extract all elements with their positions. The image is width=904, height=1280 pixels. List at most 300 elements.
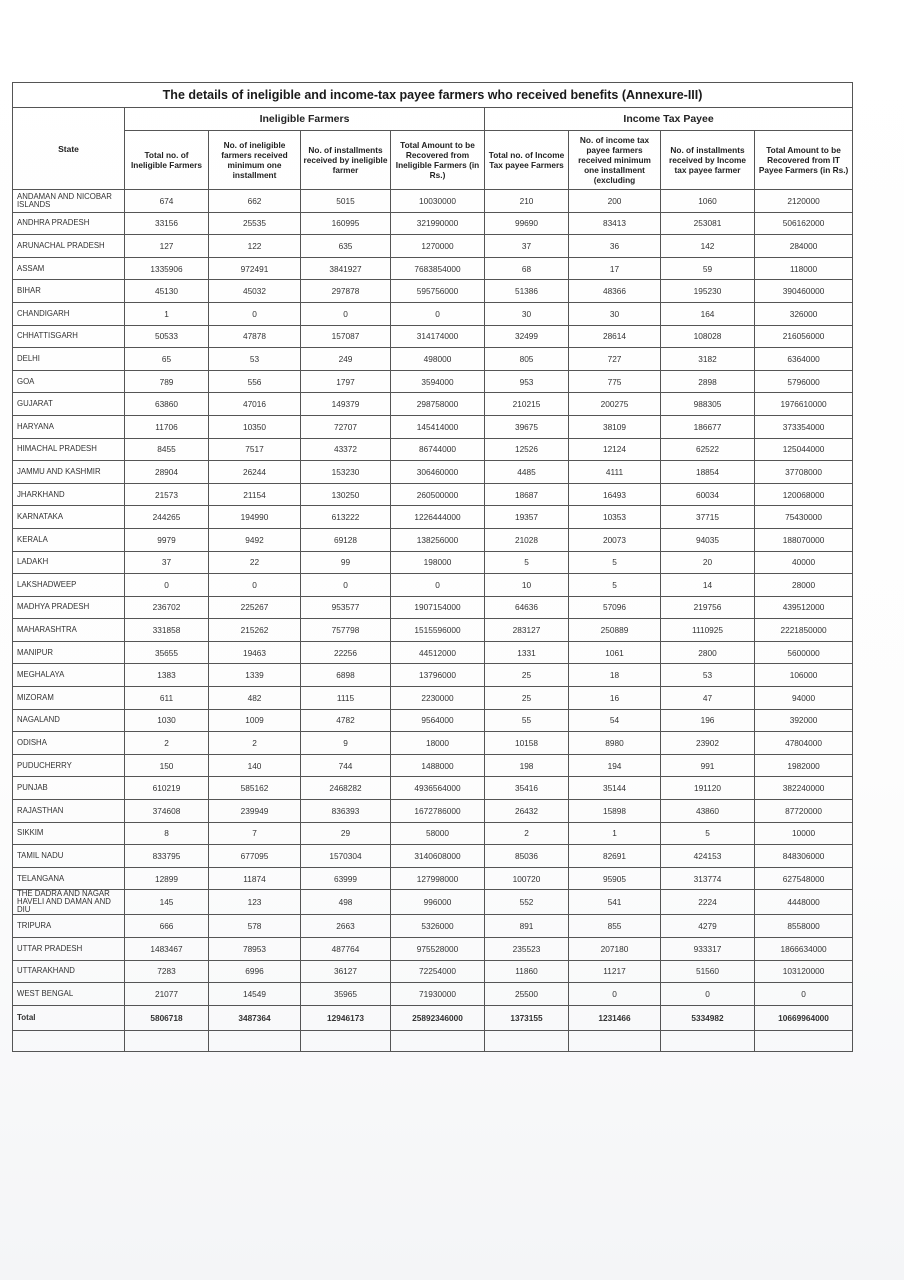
- cell-it-amount: 2120000: [755, 190, 853, 213]
- cell-state: CHANDIGARH: [13, 302, 125, 325]
- table-row: [13, 506, 853, 529]
- table-row: [13, 280, 853, 303]
- cell-it-amount: 382240000: [755, 777, 853, 800]
- table-row: [13, 867, 853, 890]
- cell-total-ineligible: 1483467: [125, 938, 209, 961]
- empty-cell: [125, 1030, 209, 1051]
- cell-total-ineligible: 50533: [125, 325, 209, 348]
- cell-state: ANDHRA PRADESH: [13, 212, 125, 235]
- cell-it-min-one: 15898: [569, 800, 661, 823]
- cell-ineligible-min-one: 123: [209, 890, 301, 915]
- cell-total-it-payee: 55: [485, 709, 569, 732]
- table-row: [13, 438, 853, 461]
- cell-total-ineligible: 127: [125, 235, 209, 258]
- cell-ineligible-installments: 1115: [301, 687, 391, 710]
- cell-ineligible-installments: 72707: [301, 415, 391, 438]
- cell-it-min-one: 4111: [569, 461, 661, 484]
- cell-it-min-one: 8980: [569, 732, 661, 755]
- cell-ineligible-installments: 43372: [301, 438, 391, 461]
- cell-ineligible-installments: 4782: [301, 709, 391, 732]
- cell-ineligible-amount: 86744000: [391, 438, 485, 461]
- cell-state: KERALA: [13, 528, 125, 551]
- cell-ineligible-installments: 836393: [301, 800, 391, 823]
- table-row: [13, 235, 853, 258]
- cell-it-amount: 10000: [755, 822, 853, 845]
- cell-ineligible-installments: 953577: [301, 596, 391, 619]
- cell-it-amount: 392000: [755, 709, 853, 732]
- cell-it-min-one: 95905: [569, 867, 661, 890]
- cell-ineligible-installments: 249: [301, 348, 391, 371]
- cell-total-ineligible: 150: [125, 754, 209, 777]
- total-cell-ineligible-amount: 25892346000: [391, 1005, 485, 1030]
- table-row: [13, 302, 853, 325]
- cell-it-amount: 2221850000: [755, 619, 853, 642]
- cell-it-min-one: 30: [569, 302, 661, 325]
- cell-state: UTTARAKHAND: [13, 960, 125, 983]
- cell-ineligible-amount: 145414000: [391, 415, 485, 438]
- cell-state: MIZORAM: [13, 687, 125, 710]
- cell-state: DELHI: [13, 348, 125, 371]
- cell-it-amount: 390460000: [755, 280, 853, 303]
- cell-total-ineligible: 789: [125, 370, 209, 393]
- cell-ineligible-amount: 321990000: [391, 212, 485, 235]
- empty-cell: [13, 1030, 125, 1051]
- total-cell-it-installments: 5334982: [661, 1005, 755, 1030]
- cell-state: WEST BENGAL: [13, 983, 125, 1006]
- cell-state: JAMMU AND KASHMIR: [13, 461, 125, 484]
- cell-state: KARNATAKA: [13, 506, 125, 529]
- cell-it-min-one: 1: [569, 822, 661, 845]
- empty-cell: [391, 1030, 485, 1051]
- cell-total-ineligible: 1030: [125, 709, 209, 732]
- cell-total-ineligible: 21573: [125, 483, 209, 506]
- cell-total-it-payee: 198: [485, 754, 569, 777]
- empty-cell: [755, 1030, 853, 1051]
- cell-total-ineligible: 37: [125, 551, 209, 574]
- cell-total-it-payee: 283127: [485, 619, 569, 642]
- cell-it-installments: 191120: [661, 777, 755, 800]
- cell-total-it-payee: 4485: [485, 461, 569, 484]
- cell-ineligible-installments: 1570304: [301, 845, 391, 868]
- cell-ineligible-amount: 2230000: [391, 687, 485, 710]
- cell-it-amount: 106000: [755, 664, 853, 687]
- cell-it-amount: 47804000: [755, 732, 853, 755]
- cell-ineligible-min-one: 556: [209, 370, 301, 393]
- total-cell-ineligible-min-one: 3487364: [209, 1005, 301, 1030]
- cell-ineligible-min-one: 140: [209, 754, 301, 777]
- cell-total-ineligible: 374608: [125, 800, 209, 823]
- cell-it-min-one: 727: [569, 348, 661, 371]
- cell-it-min-one: 18: [569, 664, 661, 687]
- empty-cell: [569, 1030, 661, 1051]
- table-row: [13, 348, 853, 371]
- cell-ineligible-installments: 498: [301, 890, 391, 915]
- cell-ineligible-installments: 297878: [301, 280, 391, 303]
- cell-ineligible-min-one: 25535: [209, 212, 301, 235]
- cell-total-ineligible: 0: [125, 574, 209, 597]
- cell-ineligible-amount: 44512000: [391, 641, 485, 664]
- cell-it-amount: 120068000: [755, 483, 853, 506]
- table-row: [13, 664, 853, 687]
- cell-ineligible-amount: 127998000: [391, 867, 485, 890]
- cell-ineligible-min-one: 53: [209, 348, 301, 371]
- cell-ineligible-amount: 996000: [391, 890, 485, 915]
- cell-state: MADHYA PRADESH: [13, 596, 125, 619]
- cell-ineligible-installments: 149379: [301, 393, 391, 416]
- col-header-it-min-one: No. of income tax payee farmers received minimum one installment (excluding: [569, 131, 661, 190]
- cell-total-it-payee: 25: [485, 664, 569, 687]
- cell-state: RAJASTHAN: [13, 800, 125, 823]
- cell-it-amount: 326000: [755, 302, 853, 325]
- total-cell-ineligible-installments: 12946173: [301, 1005, 391, 1030]
- cell-total-it-payee: 953: [485, 370, 569, 393]
- cell-state: HIMACHAL PRADESH: [13, 438, 125, 461]
- cell-total-ineligible: 35655: [125, 641, 209, 664]
- cell-it-min-one: 16: [569, 687, 661, 710]
- cell-state: HARYANA: [13, 415, 125, 438]
- cell-it-installments: 219756: [661, 596, 755, 619]
- cell-it-min-one: 200: [569, 190, 661, 213]
- empty-cell: [301, 1030, 391, 1051]
- cell-total-it-payee: 18687: [485, 483, 569, 506]
- cell-ineligible-installments: 6898: [301, 664, 391, 687]
- cell-it-min-one: 16493: [569, 483, 661, 506]
- cell-it-installments: 94035: [661, 528, 755, 551]
- cell-ineligible-amount: 10030000: [391, 190, 485, 213]
- cell-it-min-one: 10353: [569, 506, 661, 529]
- table-row: [13, 754, 853, 777]
- cell-it-min-one: 855: [569, 915, 661, 938]
- cell-total-it-payee: 210: [485, 190, 569, 213]
- cell-state: LADAKH: [13, 551, 125, 574]
- cell-ineligible-min-one: 215262: [209, 619, 301, 642]
- cell-ineligible-min-one: 26244: [209, 461, 301, 484]
- cell-it-amount: 188070000: [755, 528, 853, 551]
- cell-total-it-payee: 64636: [485, 596, 569, 619]
- table-row: [13, 483, 853, 506]
- cell-it-installments: 2898: [661, 370, 755, 393]
- cell-it-amount: 4448000: [755, 890, 853, 915]
- cell-it-amount: 118000: [755, 257, 853, 280]
- cell-state: TRIPURA: [13, 915, 125, 938]
- cell-ineligible-min-one: 10350: [209, 415, 301, 438]
- cell-it-amount: 8558000: [755, 915, 853, 938]
- cell-total-ineligible: 63860: [125, 393, 209, 416]
- cell-ineligible-amount: 260500000: [391, 483, 485, 506]
- cell-ineligible-min-one: 225267: [209, 596, 301, 619]
- col-header-ineligible-min-one: No. of ineligible farmers received minimum one installment: [209, 131, 301, 190]
- cell-ineligible-amount: 1270000: [391, 235, 485, 258]
- cell-state: TELANGANA: [13, 867, 125, 890]
- cell-ineligible-installments: 130250: [301, 483, 391, 506]
- cell-ineligible-min-one: 0: [209, 302, 301, 325]
- cell-ineligible-min-one: 14549: [209, 983, 301, 1006]
- cell-total-it-payee: 32499: [485, 325, 569, 348]
- col-header-total-ineligible: Total no. of Ineligible Farmers: [125, 131, 209, 190]
- table-row: [13, 800, 853, 823]
- cell-it-min-one: 541: [569, 890, 661, 915]
- table-row: [13, 732, 853, 755]
- cell-it-amount: 284000: [755, 235, 853, 258]
- cell-total-ineligible: 666: [125, 915, 209, 938]
- cell-ineligible-installments: 2468282: [301, 777, 391, 800]
- cell-it-amount: 28000: [755, 574, 853, 597]
- cell-total-it-payee: 12526: [485, 438, 569, 461]
- table-row: [13, 257, 853, 280]
- table-row: [13, 938, 853, 961]
- cell-ineligible-amount: 1515596000: [391, 619, 485, 642]
- cell-ineligible-min-one: 677095: [209, 845, 301, 868]
- cell-ineligible-amount: 498000: [391, 348, 485, 371]
- table-row: [13, 960, 853, 983]
- cell-total-it-payee: 5: [485, 551, 569, 574]
- table-row: [13, 415, 853, 438]
- cell-ineligible-installments: 69128: [301, 528, 391, 551]
- cell-ineligible-installments: 22256: [301, 641, 391, 664]
- cell-total-it-payee: 25: [485, 687, 569, 710]
- cell-it-installments: 51560: [661, 960, 755, 983]
- cell-it-min-one: 5: [569, 551, 661, 574]
- col-header-it-amount: Total Amount to be Recovered from IT Payee Farmers (in Rs.): [755, 131, 853, 190]
- cell-ineligible-amount: 18000: [391, 732, 485, 755]
- cell-state: GUJARAT: [13, 393, 125, 416]
- cell-it-installments: 0: [661, 983, 755, 1006]
- cell-state: GOA: [13, 370, 125, 393]
- ineligible-farmers-group-header: Ineligible Farmers: [125, 108, 485, 131]
- cell-it-installments: 23902: [661, 732, 755, 755]
- cell-total-it-payee: 26432: [485, 800, 569, 823]
- cell-total-it-payee: 68: [485, 257, 569, 280]
- cell-total-it-payee: 1331: [485, 641, 569, 664]
- cell-total-it-payee: 51386: [485, 280, 569, 303]
- cell-ineligible-min-one: 0: [209, 574, 301, 597]
- cell-ineligible-min-one: 47878: [209, 325, 301, 348]
- cell-state: ANDAMAN AND NICOBAR ISLANDS: [13, 190, 125, 213]
- cell-total-ineligible: 21077: [125, 983, 209, 1006]
- table-row: [13, 777, 853, 800]
- table-row: [13, 845, 853, 868]
- total-cell-it-amount: 10669964000: [755, 1005, 853, 1030]
- cell-total-ineligible: 674: [125, 190, 209, 213]
- table-row: [13, 393, 853, 416]
- cell-ineligible-amount: 4936564000: [391, 777, 485, 800]
- cell-it-min-one: 1061: [569, 641, 661, 664]
- cell-it-amount: 125044000: [755, 438, 853, 461]
- cell-it-amount: 439512000: [755, 596, 853, 619]
- cell-state: JHARKHAND: [13, 483, 125, 506]
- cell-it-amount: 6364000: [755, 348, 853, 371]
- cell-total-ineligible: 12899: [125, 867, 209, 890]
- cell-ineligible-min-one: 585162: [209, 777, 301, 800]
- cell-it-amount: 1982000: [755, 754, 853, 777]
- cell-ineligible-installments: 757798: [301, 619, 391, 642]
- cell-ineligible-amount: 314174000: [391, 325, 485, 348]
- cell-total-ineligible: 611: [125, 687, 209, 710]
- table-title: The details of ineligible and income-tax payee farmers who received benefits (Annexure-III): [13, 83, 853, 108]
- cell-ineligible-installments: 0: [301, 302, 391, 325]
- col-header-total-it-payee: Total no. of Income Tax payee Farmers: [485, 131, 569, 190]
- cell-it-amount: 506162000: [755, 212, 853, 235]
- cell-state: PUNJAB: [13, 777, 125, 800]
- cell-it-min-one: 775: [569, 370, 661, 393]
- table-row: [13, 370, 853, 393]
- cell-it-amount: 1866634000: [755, 938, 853, 961]
- cell-it-installments: 60034: [661, 483, 755, 506]
- cell-ineligible-min-one: 7517: [209, 438, 301, 461]
- cell-it-installments: 142: [661, 235, 755, 258]
- cell-state: ARUNACHAL PRADESH: [13, 235, 125, 258]
- cell-total-it-payee: 210215: [485, 393, 569, 416]
- cell-it-installments: 47: [661, 687, 755, 710]
- cell-ineligible-installments: 36127: [301, 960, 391, 983]
- cell-it-installments: 59: [661, 257, 755, 280]
- cell-total-ineligible: 11706: [125, 415, 209, 438]
- cell-total-it-payee: 10: [485, 574, 569, 597]
- cell-it-min-one: 194: [569, 754, 661, 777]
- cell-ineligible-installments: 153230: [301, 461, 391, 484]
- table-row: [13, 983, 853, 1006]
- cell-ineligible-installments: 29: [301, 822, 391, 845]
- table-row: [13, 325, 853, 348]
- cell-ineligible-amount: 0: [391, 574, 485, 597]
- cell-it-min-one: 83413: [569, 212, 661, 235]
- cell-total-ineligible: 8: [125, 822, 209, 845]
- cell-it-min-one: 207180: [569, 938, 661, 961]
- cell-total-ineligible: 2: [125, 732, 209, 755]
- cell-ineligible-min-one: 9492: [209, 528, 301, 551]
- cell-it-installments: 424153: [661, 845, 755, 868]
- cell-ineligible-amount: 1672786000: [391, 800, 485, 823]
- table-row: [13, 212, 853, 235]
- col-header-ineligible-amount: Total Amount to be Recovered from Ineligible Farmers (in Rs.): [391, 131, 485, 190]
- cell-total-it-payee: 19357: [485, 506, 569, 529]
- cell-it-installments: 253081: [661, 212, 755, 235]
- cell-ineligible-amount: 1907154000: [391, 596, 485, 619]
- cell-it-amount: 94000: [755, 687, 853, 710]
- cell-ineligible-amount: 0: [391, 302, 485, 325]
- empty-cell: [661, 1030, 755, 1051]
- cell-it-amount: 627548000: [755, 867, 853, 890]
- cell-total-ineligible: 145: [125, 890, 209, 915]
- cell-ineligible-installments: 613222: [301, 506, 391, 529]
- cell-state: PUDUCHERRY: [13, 754, 125, 777]
- cell-it-min-one: 36: [569, 235, 661, 258]
- empty-row: [13, 1030, 853, 1051]
- cell-ineligible-min-one: 122: [209, 235, 301, 258]
- table-row: [13, 528, 853, 551]
- cell-ineligible-amount: 595756000: [391, 280, 485, 303]
- cell-it-amount: 373354000: [755, 415, 853, 438]
- total-row: [13, 1005, 853, 1030]
- cell-it-amount: 5600000: [755, 641, 853, 664]
- cell-it-amount: 87720000: [755, 800, 853, 823]
- cell-state: BIHAR: [13, 280, 125, 303]
- cell-total-it-payee: 85036: [485, 845, 569, 868]
- cell-it-installments: 18854: [661, 461, 755, 484]
- cell-ineligible-min-one: 482: [209, 687, 301, 710]
- cell-ineligible-min-one: 78953: [209, 938, 301, 961]
- cell-it-amount: 216056000: [755, 325, 853, 348]
- cell-ineligible-amount: 138256000: [391, 528, 485, 551]
- cell-ineligible-installments: 635: [301, 235, 391, 258]
- cell-it-installments: 20: [661, 551, 755, 574]
- cell-it-installments: 3182: [661, 348, 755, 371]
- cell-total-it-payee: 11860: [485, 960, 569, 983]
- cell-total-ineligible: 65: [125, 348, 209, 371]
- total-cell-it-min-one: 1231466: [569, 1005, 661, 1030]
- cell-total-ineligible: 7283: [125, 960, 209, 983]
- cell-ineligible-min-one: 1009: [209, 709, 301, 732]
- cell-ineligible-installments: 5015: [301, 190, 391, 213]
- cell-it-min-one: 28614: [569, 325, 661, 348]
- cell-state: MAHARASHTRA: [13, 619, 125, 642]
- state-column-header: State: [13, 108, 125, 190]
- table-row: [13, 190, 853, 213]
- cell-it-installments: 313774: [661, 867, 755, 890]
- table-row: [13, 709, 853, 732]
- table-row: [13, 641, 853, 664]
- cell-it-installments: 1110925: [661, 619, 755, 642]
- cell-it-installments: 108028: [661, 325, 755, 348]
- cell-state: MANIPUR: [13, 641, 125, 664]
- cell-it-installments: 164: [661, 302, 755, 325]
- table-row: [13, 461, 853, 484]
- cell-total-it-payee: 99690: [485, 212, 569, 235]
- empty-cell: [209, 1030, 301, 1051]
- cell-total-it-payee: 21028: [485, 528, 569, 551]
- cell-it-amount: 40000: [755, 551, 853, 574]
- cell-it-amount: 75430000: [755, 506, 853, 529]
- cell-it-min-one: 0: [569, 983, 661, 1006]
- cell-ineligible-amount: 71930000: [391, 983, 485, 1006]
- cell-ineligible-installments: 3841927: [301, 257, 391, 280]
- cell-it-min-one: 200275: [569, 393, 661, 416]
- cell-state: THE DADRA AND NAGAR HAVELI AND DAMAN AND DIU: [13, 890, 125, 915]
- cell-ineligible-installments: 2663: [301, 915, 391, 938]
- cell-it-min-one: 38109: [569, 415, 661, 438]
- cell-total-ineligible: 1383: [125, 664, 209, 687]
- cell-it-installments: 4279: [661, 915, 755, 938]
- cell-it-installments: 2224: [661, 890, 755, 915]
- cell-state: SIKKIM: [13, 822, 125, 845]
- cell-total-ineligible: 244265: [125, 506, 209, 529]
- cell-it-amount: 103120000: [755, 960, 853, 983]
- cell-it-installments: 37715: [661, 506, 755, 529]
- cell-state: TAMIL NADU: [13, 845, 125, 868]
- cell-state: UTTAR PRADESH: [13, 938, 125, 961]
- table-row: [13, 574, 853, 597]
- cell-it-installments: 53: [661, 664, 755, 687]
- empty-cell: [485, 1030, 569, 1051]
- cell-ineligible-amount: 9564000: [391, 709, 485, 732]
- cell-ineligible-amount: 7683854000: [391, 257, 485, 280]
- cell-it-amount: 1976610000: [755, 393, 853, 416]
- cell-ineligible-amount: 306460000: [391, 461, 485, 484]
- cell-state: CHHATTISGARH: [13, 325, 125, 348]
- cell-it-installments: 2800: [661, 641, 755, 664]
- cell-ineligible-min-one: 45032: [209, 280, 301, 303]
- cell-ineligible-min-one: 19463: [209, 641, 301, 664]
- cell-it-installments: 14: [661, 574, 755, 597]
- cell-ineligible-amount: 198000: [391, 551, 485, 574]
- cell-ineligible-amount: 3594000: [391, 370, 485, 393]
- cell-it-min-one: 11217: [569, 960, 661, 983]
- cell-it-amount: 848306000: [755, 845, 853, 868]
- cell-ineligible-amount: 13796000: [391, 664, 485, 687]
- cell-ineligible-min-one: 2: [209, 732, 301, 755]
- cell-it-installments: 62522: [661, 438, 755, 461]
- cell-ineligible-installments: 0: [301, 574, 391, 597]
